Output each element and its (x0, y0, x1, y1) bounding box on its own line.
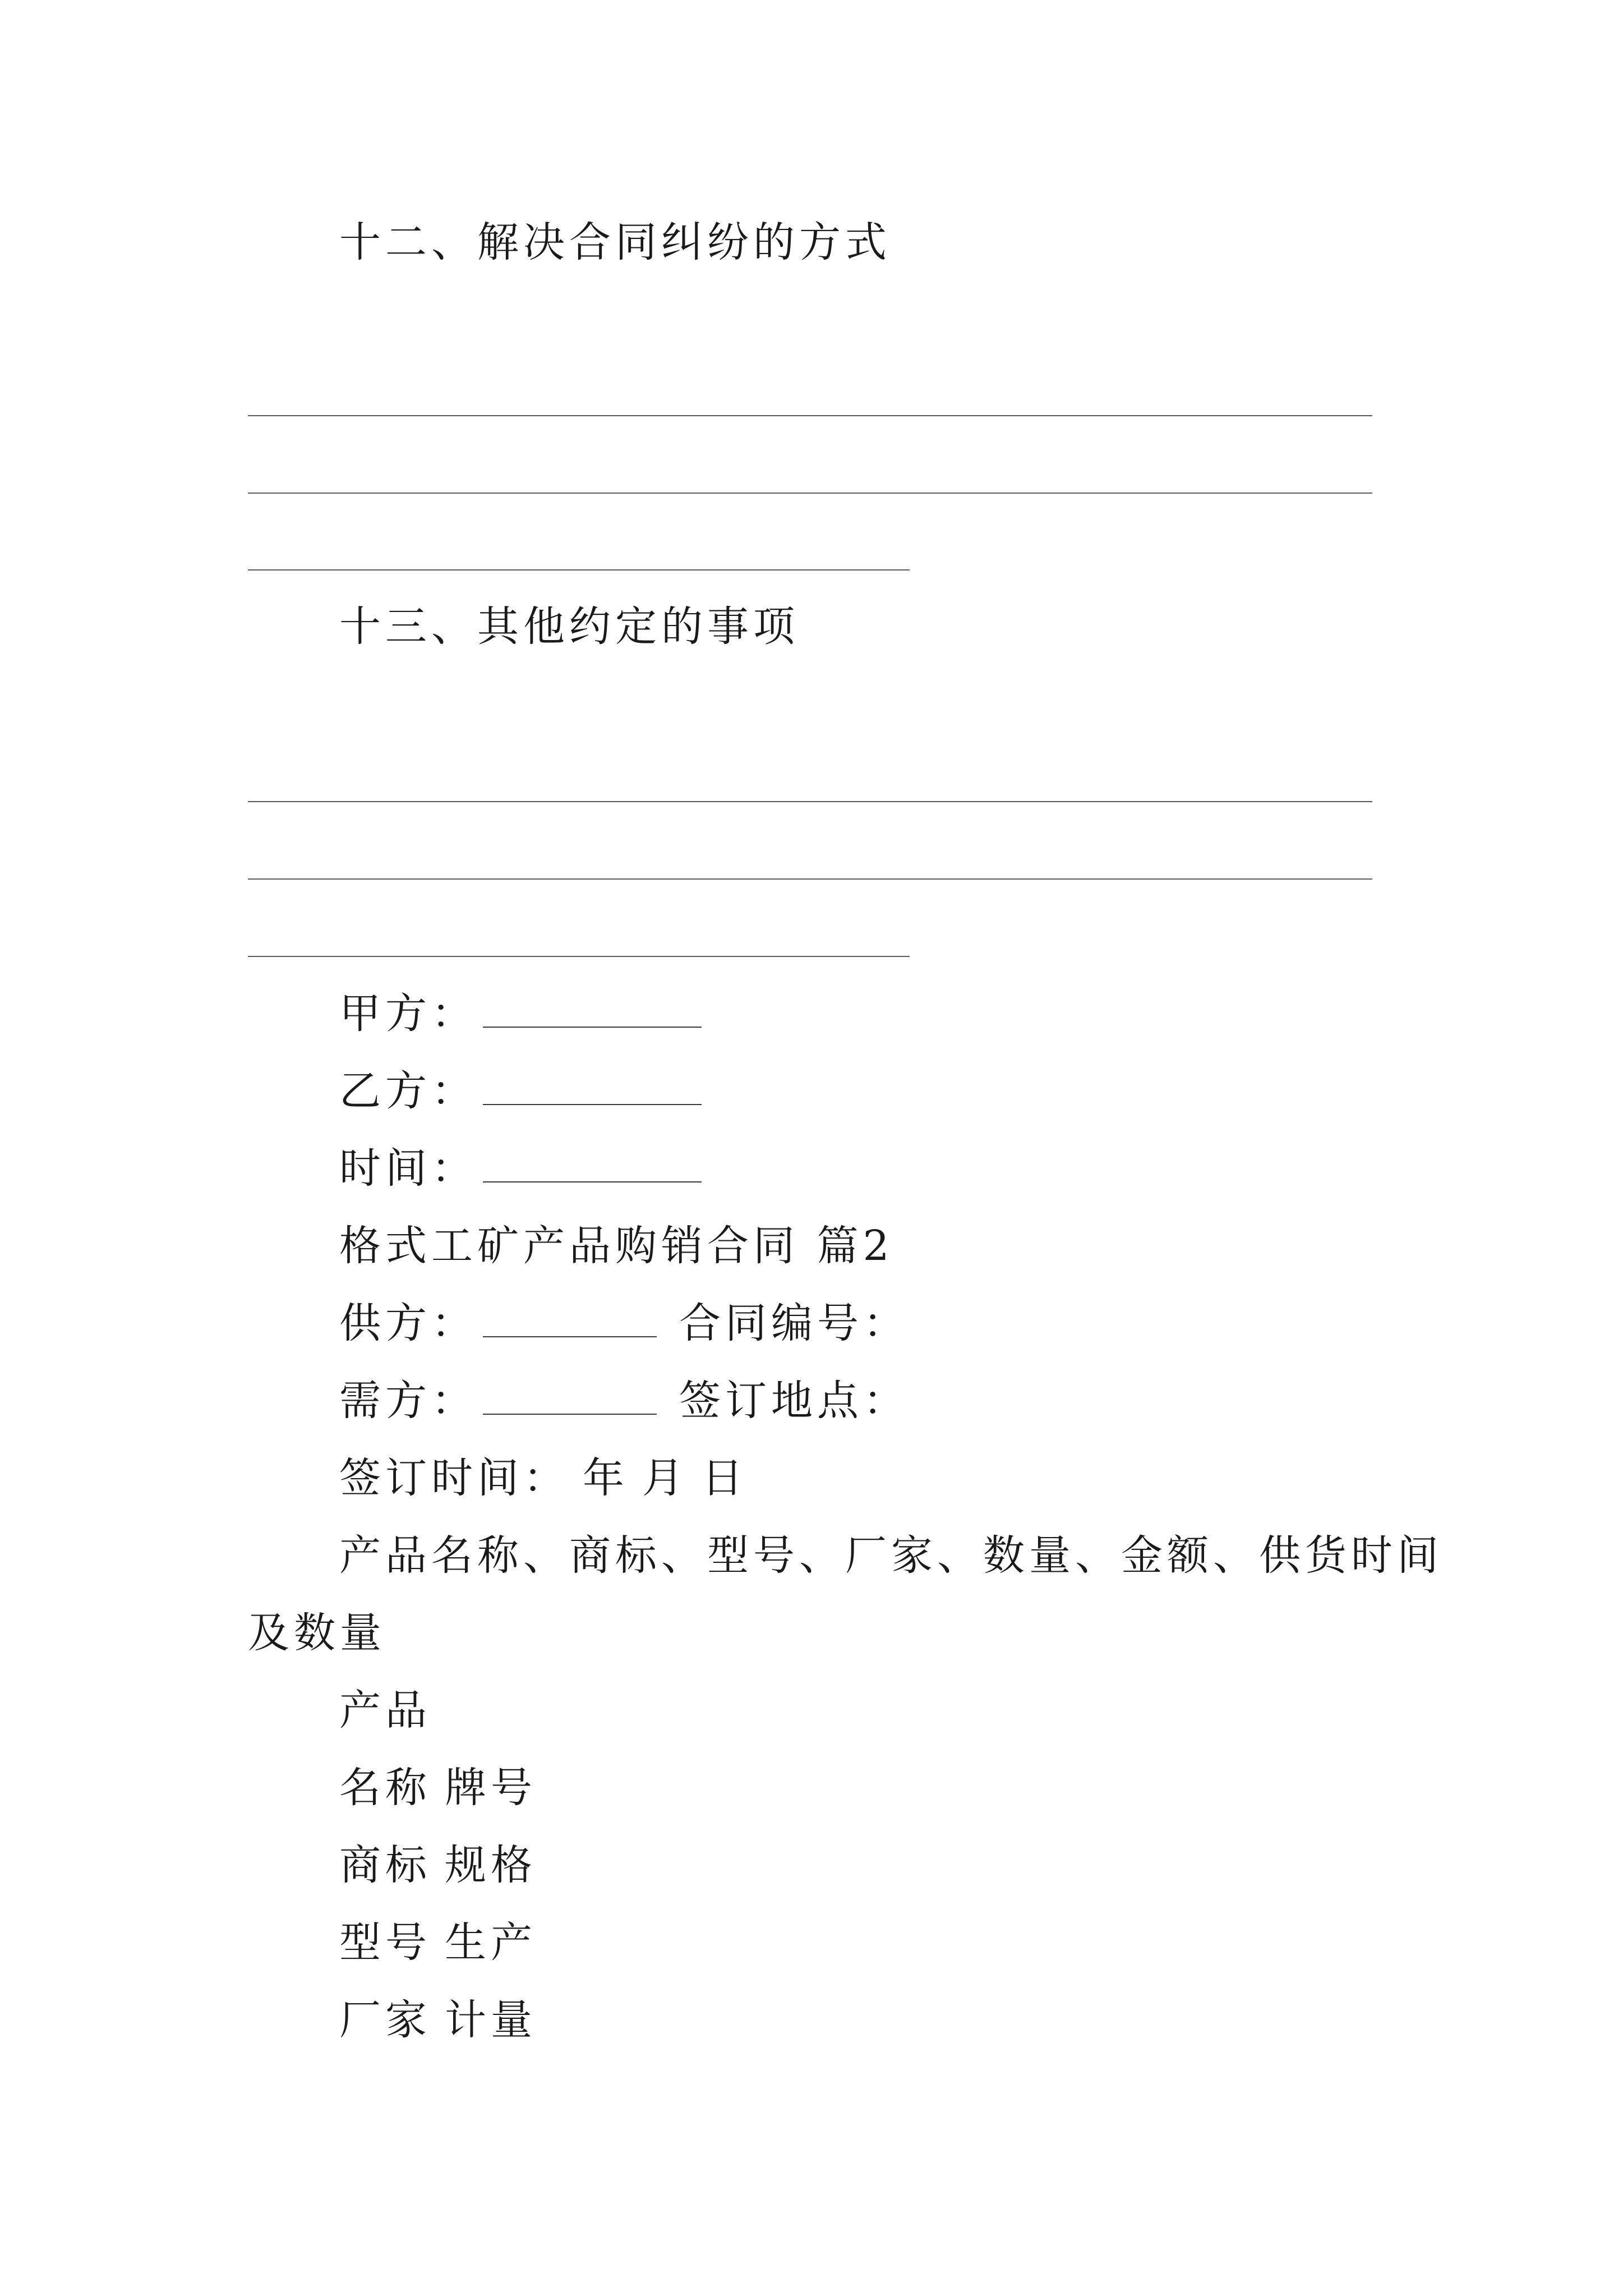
time-blank (483, 1148, 702, 1182)
section-12-heading: 十二、解决合同纠纷的方式 (339, 218, 891, 266)
party-b-label: 乙方： (339, 1067, 477, 1115)
sign-time-row (339, 1454, 748, 1502)
clause-1-line-2: 及数量 (248, 1609, 386, 1657)
table-cell: 规格 (445, 1841, 537, 1889)
sign-time-label: 签订时间： (339, 1454, 569, 1502)
fill-in-line-12-2 (248, 493, 1372, 494)
table-cell: 生产 (445, 1918, 537, 1967)
buyer-blank (483, 1380, 657, 1415)
buyer-row (339, 1377, 909, 1425)
table-cell: 型号 (339, 1918, 431, 1967)
party-a-blank (483, 993, 702, 1028)
table-cell: 计量 (445, 1996, 537, 2044)
fill-in-line-13-1 (248, 801, 1372, 802)
party-b-row (339, 1067, 702, 1115)
fill-in-line-13-2 (248, 878, 1372, 880)
month-label: 月 (642, 1454, 688, 1502)
contract-2-title: 格式工矿产品购销合同 篇2 (339, 1222, 894, 1270)
party-a-row (339, 990, 702, 1038)
time-label: 时间： (339, 1144, 477, 1193)
time-row (339, 1144, 702, 1193)
supplier-label: 供方： (339, 1299, 477, 1347)
table-row (339, 1841, 537, 1889)
contract-number-label: 合同编号： (679, 1299, 909, 1347)
fill-in-line-12-1 (248, 415, 1372, 416)
section-13-heading: 十三、其他约定的事项 (339, 602, 799, 651)
table-cell: 牌号 (445, 1764, 537, 1812)
table-cell: 产品 (339, 1686, 431, 1734)
table-row (339, 1996, 537, 2044)
table-cell: 厂家 (339, 1996, 431, 2044)
clause-1-line-1: 产品名称、商标、型号、厂家、数量、金额、供货时间 (339, 1531, 1443, 1580)
day-label: 日 (702, 1454, 748, 1502)
party-a-label: 甲方： (339, 990, 477, 1038)
supplier-blank (483, 1303, 657, 1337)
fill-in-line-13-3 (248, 956, 910, 957)
table-cell: 名称 (339, 1764, 431, 1812)
buyer-label: 需方： (339, 1377, 477, 1425)
table-cell: 商标 (339, 1841, 431, 1889)
sign-place-label: 签订地点： (679, 1377, 909, 1425)
table-row (339, 1918, 537, 1967)
party-b-blank (483, 1070, 702, 1105)
table-row (339, 1686, 431, 1734)
table-row (339, 1764, 537, 1812)
supplier-row (339, 1299, 909, 1347)
year-label: 年 (583, 1454, 629, 1502)
fill-in-line-12-3 (248, 569, 910, 570)
